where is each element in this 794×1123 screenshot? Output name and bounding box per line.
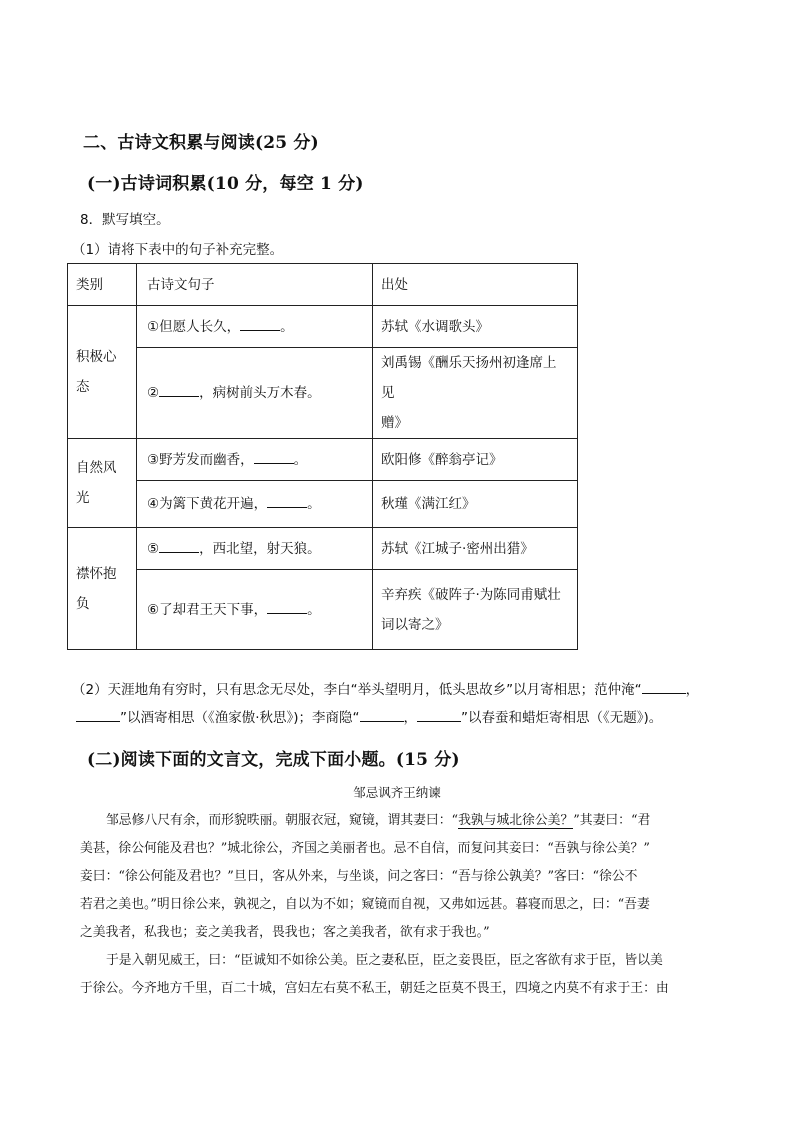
blank-line[interactable]	[267, 601, 307, 614]
header-sentence: 古诗文句子	[137, 264, 373, 306]
table-row	[68, 306, 578, 348]
source-cell: 秋瑾《满江红》	[373, 481, 578, 528]
table-row	[68, 570, 578, 650]
source-cell: 苏轼《江城子·密州出猎》	[373, 528, 578, 570]
article-line: 之美我者，私我也；妾之美我者，畏我也；客之美我者，欲有求于我也。”	[80, 925, 490, 940]
sentence-cell: ①但愿人长久， 。	[137, 306, 373, 348]
question-8-stem: 8．默写填空。	[80, 212, 170, 228]
sentence-cell: ② ，病树前头万木春。	[137, 348, 373, 439]
blank-line[interactable]	[642, 681, 686, 694]
source-cell: 苏轼《水调歌头》	[373, 306, 578, 348]
header-category: 类别	[68, 264, 137, 306]
question-8-sub2: （2）天涯地角有穷时，只有思念无尽处，李白“举头望明月，低头思故乡”以月寄相思；范仲淹“ ， ”以酒寄相思（《渔家傲·秋思》)；李商隐“ ， ”以春蚕和蜡炬寄相思（《无题》)。	[72, 682, 700, 726]
article-line: 于徐公。今齐地方千里，百二十城，宫妇左右莫不私王，朝廷之臣莫不畏王，四境之内莫不有求于王：由	[80, 981, 669, 996]
table-row	[68, 439, 578, 481]
question-8-sub1: （1）请将下表中的句子补充完整。	[72, 242, 284, 258]
category-cell: 自然风 光	[68, 439, 137, 528]
blank-line[interactable]	[254, 451, 294, 464]
sentence-cell: ③野芳发而幽香， 。	[137, 439, 373, 481]
blank-line[interactable]	[360, 709, 404, 722]
table-header-row	[68, 264, 578, 306]
article-title: 邹忌讽齐王纳谏	[353, 785, 441, 800]
header-source: 出处	[373, 264, 578, 306]
section-title: 二、古诗文积累与阅读(25 分)	[83, 133, 319, 153]
sentence-cell: ⑥了却君王天下事， 。	[137, 570, 373, 650]
source-cell: 欧阳修《醉翁亭记》	[373, 439, 578, 481]
article-body	[80, 807, 740, 1003]
blank-line[interactable]	[417, 709, 461, 722]
part1-title: (一)古诗词积累(10 分，每空 1 分)	[87, 174, 364, 194]
sentence-cell: ⑤ ，西北望，射天狼。	[137, 528, 373, 570]
blank-line[interactable]	[159, 384, 199, 397]
source-cell: 辛弃疾《破阵子·为陈同甫赋壮 词以寄之》	[373, 570, 578, 650]
part2-title: (二)阅读下面的文言文，完成下面小题。(15 分)	[87, 750, 460, 770]
article-line: 于是入朝见威王，曰：“臣诚知不如徐公美。臣之妻私臣，臣之妾畏臣，臣之客欲有求于臣，皆以美	[106, 953, 663, 968]
table-row	[68, 348, 578, 439]
sentence-cell: ④为篱下黄花开遍， 。	[137, 481, 373, 528]
article-line: 邹忌修八尺有余，而形貌昳丽。朝服衣冠，窥镜，谓其妻曰：“我孰与城北徐公美？”其妻曰：“君	[106, 813, 651, 828]
blank-line[interactable]	[159, 540, 199, 553]
article-line: 妾曰：“徐公何能及君也？”旦日，客从外来，与坐谈，问之客曰：“吾与徐公孰美？”客曰：“徐公不	[80, 869, 638, 884]
source-cell: 刘禹锡《酬乐天扬州初逢席上见 赠》	[373, 348, 578, 439]
blank-line[interactable]	[76, 709, 120, 722]
blank-line[interactable]	[267, 495, 307, 508]
category-cell: 襟怀抱 负	[68, 528, 137, 650]
article-line: 美甚，徐公何能及君也？”城北徐公，齐国之美丽者也。忌不自信，而复问其妾曰：“吾孰与徐公美？”	[80, 841, 650, 856]
table-row	[68, 481, 578, 528]
category-cell: 积极心 态	[68, 306, 137, 439]
table-row	[68, 528, 578, 570]
blank-line[interactable]	[240, 318, 280, 331]
poem-table	[67, 263, 578, 650]
article-line: 若君之美也。”明日徐公来，孰视之，自以为不如；窥镜而自视，又弗如远甚。暮寝而思之，曰：“吾妻	[80, 897, 650, 912]
underlined-quote: 我孰与城北徐公美？	[458, 813, 574, 828]
